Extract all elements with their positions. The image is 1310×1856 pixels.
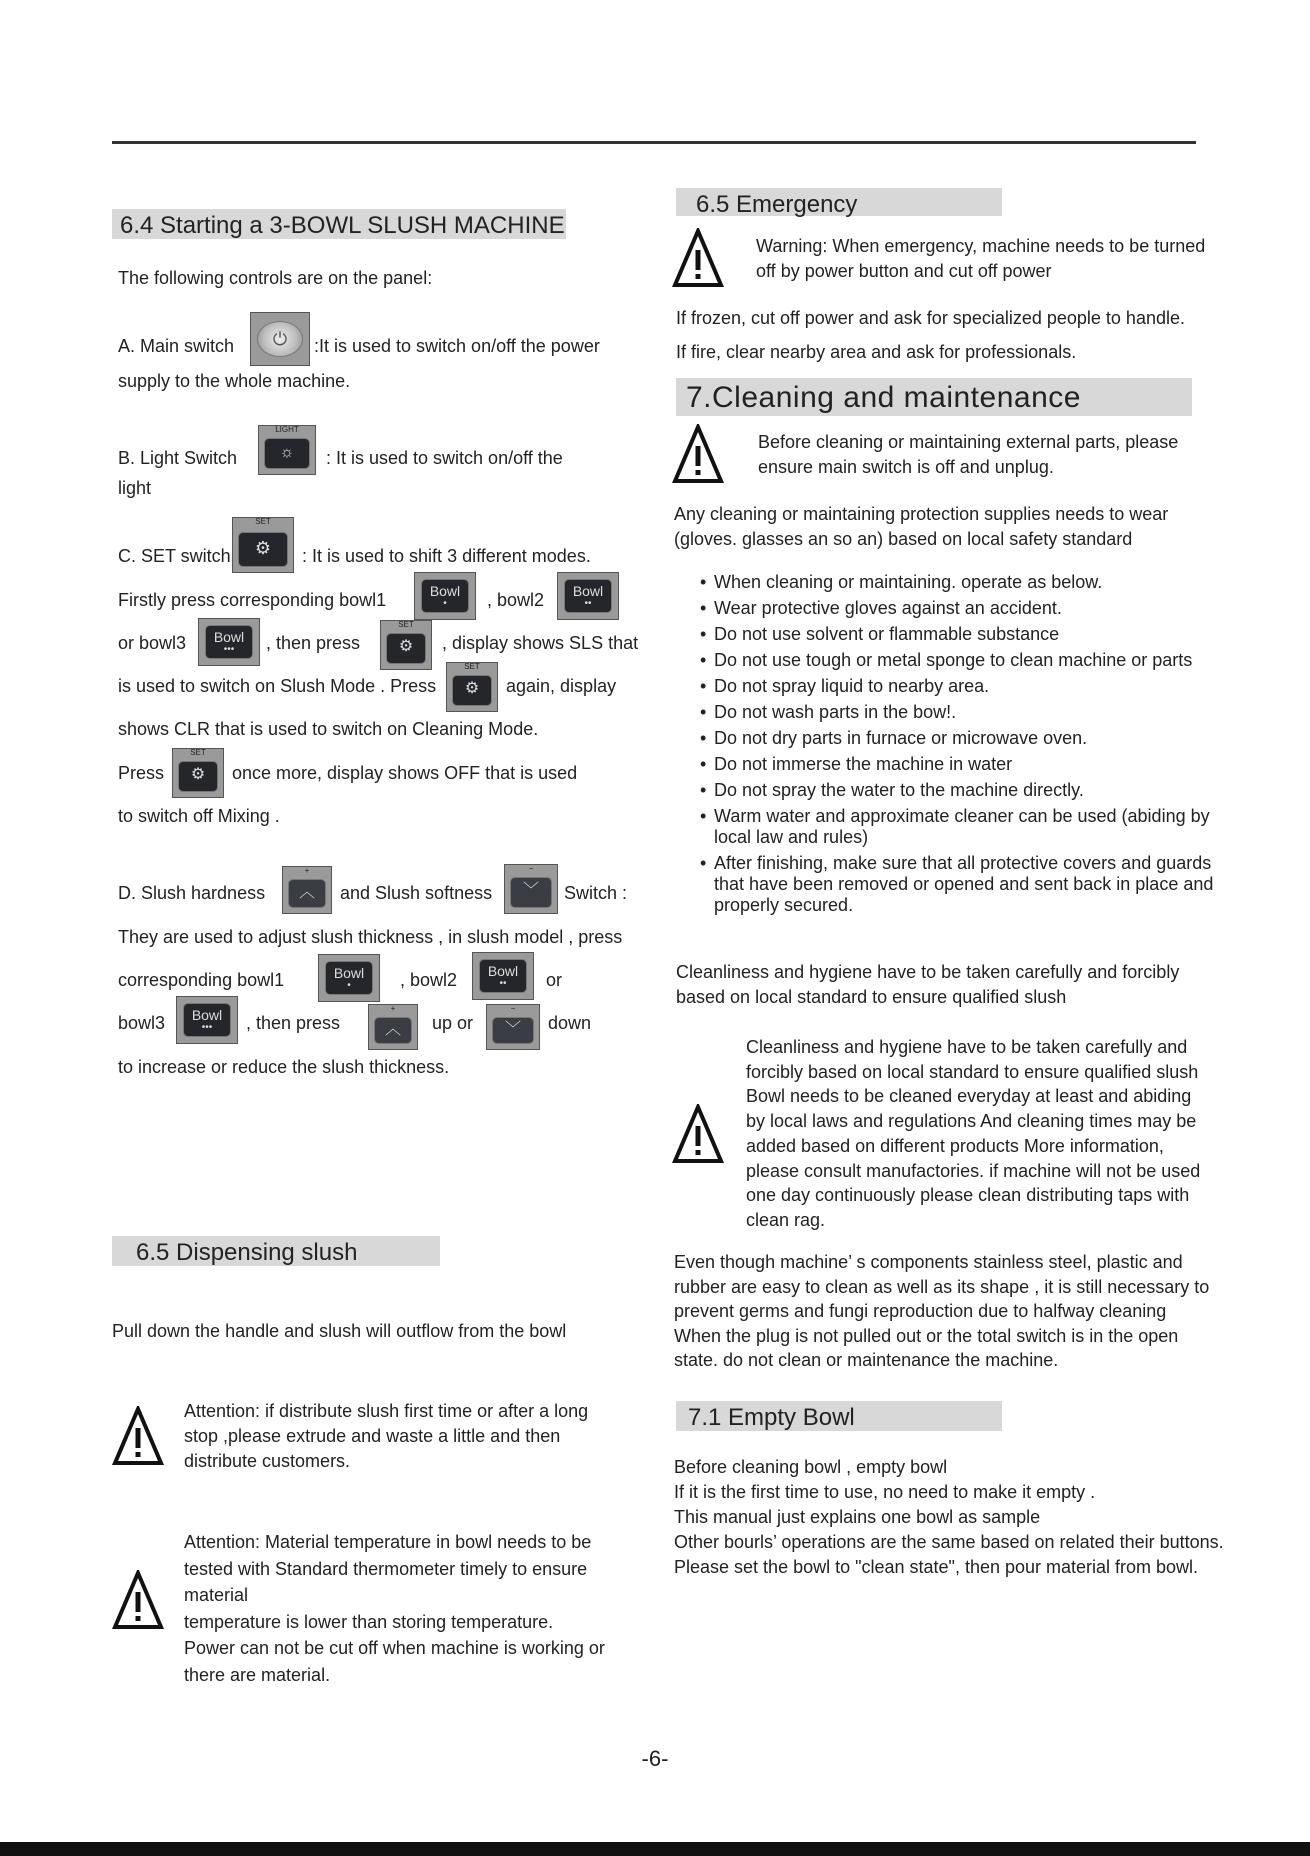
attention-1-line: stop ,please extrude and waste a little and then bbox=[184, 1426, 561, 1446]
main-switch-desc-2: supply to the whole machine. bbox=[118, 371, 351, 391]
cleanliness-line: Cleanliness and hygiene have to be taken carefully and forcibly bbox=[676, 962, 1180, 982]
d-line-3a: corresponding bowl1 bbox=[118, 970, 285, 990]
attention-1-line: Attention: if distribute slush first time or after a long bbox=[184, 1401, 589, 1421]
bowl3-button: Bowl ••• bbox=[198, 618, 260, 666]
protection-line: (gloves. glasses an so an) based on local safety standard bbox=[674, 529, 1133, 549]
attention-2-line: Power can not be cut off when machine is working or bbox=[184, 1638, 605, 1658]
list-item: • Do not immerse the machine in water bbox=[698, 754, 1238, 775]
frozen-text: If frozen, cut off power and ask for specialized people to handle. bbox=[676, 308, 1185, 328]
d-line-2: They are used to adjust slush thickness , in slush model , press bbox=[118, 927, 623, 947]
c-line-5b: again, display bbox=[506, 676, 617, 696]
main-switch-desc: :It is used to switch on/off the power bbox=[314, 336, 600, 356]
cleaning-warning bbox=[758, 430, 1178, 480]
hygiene-warning-line: clean rag. bbox=[746, 1209, 826, 1230]
list-item: • Do not spray liquid to nearby area. bbox=[698, 676, 1238, 697]
fire-text: If fire, clear nearby area and ask for professionals. bbox=[676, 342, 1077, 362]
up-chevron-icon: ︿ bbox=[374, 1017, 412, 1044]
c-line-7b: once more, display shows OFF that is used bbox=[232, 763, 578, 783]
up-button bbox=[368, 1004, 418, 1050]
cleaning-warning-line: ensure main switch is off and unplug. bbox=[758, 457, 1054, 477]
hygiene-warning-line: Cleanliness and hygiene have to be taken carefully and bbox=[746, 1037, 1188, 1057]
empty-bowl-line: Other bourls’ operations are the same based on related their buttons. bbox=[674, 1532, 1224, 1552]
set-tag: SET bbox=[398, 620, 414, 629]
hygiene-warning-line: forcibly based on local standard to ensure qualified slush bbox=[746, 1061, 1199, 1082]
attention-2-line: material bbox=[184, 1585, 249, 1605]
down-chevron-icon: ﹀ bbox=[510, 877, 552, 908]
bowl2-button: Bowl •• bbox=[472, 952, 534, 1000]
emergency-warning bbox=[756, 234, 1205, 284]
bowl-label: Bowl bbox=[429, 583, 461, 599]
c-line-4c: , display shows SLS that bbox=[442, 633, 639, 653]
intro-text: The following controls are on the panel: bbox=[118, 268, 433, 288]
c-line-4a: or bowl3 bbox=[118, 633, 187, 653]
bowl1-button: Bowl • bbox=[414, 572, 476, 620]
hygiene-warning-line: by local laws and regulations And cleaning times may be bbox=[746, 1111, 1197, 1132]
even-though-line: Even though machine’ s components stainless steel, plastic and bbox=[674, 1252, 1183, 1272]
hygiene-warning-line: added based on different products More information, bbox=[746, 1135, 1164, 1156]
plus-tag: + bbox=[390, 1004, 396, 1013]
power-icon: ⏻ bbox=[257, 321, 303, 357]
set-button-small bbox=[172, 748, 224, 798]
set-switch-label: C. SET switch bbox=[118, 546, 231, 566]
bowl1-button: Bowl • bbox=[318, 954, 380, 1002]
warning-icon bbox=[672, 228, 724, 288]
warning-icon bbox=[672, 424, 724, 484]
bottom-bar bbox=[0, 1842, 1310, 1856]
light-switch-button bbox=[258, 425, 316, 475]
d-line-4d: down bbox=[548, 1013, 592, 1033]
bowl-label: Bowl bbox=[333, 965, 365, 981]
d-line-4a: bowl3 bbox=[118, 1013, 166, 1033]
list-item: • Do not spray the water to the machine directly. bbox=[698, 780, 1238, 801]
even-though-line: When the plug is not pulled out or the total switch is in the open bbox=[674, 1325, 1179, 1346]
attention-2 bbox=[184, 1529, 644, 1688]
bulb-icon: ☼ bbox=[264, 438, 310, 469]
light-tag: LIGHT bbox=[275, 425, 299, 434]
light-switch-label: B. Light Switch bbox=[118, 448, 238, 468]
even-though-line: prevent germs and fungi reproduction due to halfway cleaning bbox=[674, 1301, 1167, 1321]
page-number: -6- bbox=[641, 1746, 669, 1771]
protection-text bbox=[674, 502, 1168, 552]
even-though-line: state. do not clean or maintenance the machine. bbox=[674, 1350, 1059, 1370]
hygiene-warning-line: Bowl needs to be cleaned everyday at least and abiding bbox=[746, 1086, 1192, 1107]
attention-2-line: Attention: Material temperature in bowl needs to be bbox=[184, 1532, 592, 1552]
d-line-3b: , bowl2 bbox=[400, 970, 458, 990]
gear-icon: ⚙ bbox=[238, 532, 288, 567]
section-title-6-5-dispensing: 6.5 Dispensing slush bbox=[112, 1236, 440, 1266]
down-chevron-icon: ﹀ bbox=[492, 1017, 534, 1044]
light-switch-desc-2: light bbox=[118, 478, 152, 498]
plus-tag: + bbox=[304, 866, 310, 875]
section-title-6-5-emergency: 6.5 Emergency bbox=[676, 188, 1002, 216]
list-item: • Wear protective gloves against an accident. bbox=[698, 598, 1238, 619]
set-switch-button bbox=[232, 517, 294, 573]
bowl-label: Bowl bbox=[191, 1007, 223, 1023]
attention-2-line: tested with Standard thermometer timely to ensure bbox=[184, 1558, 588, 1579]
attention-2-line: there are material. bbox=[184, 1664, 331, 1685]
list-item: • Do not use solvent or flammable substance bbox=[698, 624, 1238, 645]
gear-icon: ⚙ bbox=[386, 633, 426, 664]
d-line-4c: up or bbox=[432, 1013, 474, 1033]
d-line-3c: or bbox=[546, 970, 563, 990]
warning-icon bbox=[112, 1570, 164, 1630]
set-button-small bbox=[446, 662, 498, 712]
hygiene-warning-line: please consult manufactories. if machine will not be used bbox=[746, 1160, 1201, 1181]
bowl3-button: Bowl ••• bbox=[176, 996, 238, 1044]
hardness-up-button bbox=[282, 866, 332, 914]
section-title-7: 7.Cleaning and maintenance bbox=[676, 378, 1192, 416]
d-line-4b: , then press bbox=[246, 1013, 341, 1033]
set-tag: SET bbox=[464, 662, 480, 671]
hygiene-warning-line: one day continuously please clean distributing taps with bbox=[746, 1185, 1190, 1206]
emergency-warning-line: Warning: When emergency, machine needs to be turned bbox=[756, 236, 1206, 256]
slush-softness-label: and Slush softness bbox=[340, 883, 493, 903]
c-line-3a: Firstly press corresponding bowl1 bbox=[118, 590, 387, 610]
list-item: • Do not use tough or metal sponge to clean machine or parts bbox=[698, 650, 1238, 671]
empty-bowl-line: This manual just explains one bowl as sample bbox=[674, 1507, 1041, 1527]
down-button bbox=[486, 1004, 540, 1050]
light-switch-desc: : It is used to switch on/off the bbox=[326, 448, 563, 468]
list-item: • Do not dry parts in furnace or microwave oven. bbox=[698, 728, 1238, 749]
set-switch-desc: : It is used to shift 3 different modes. bbox=[302, 546, 591, 566]
bowl-label: Bowl bbox=[572, 583, 604, 599]
list-item: • Warm water and approximate cleaner can be used (abiding by local law and rules) bbox=[698, 806, 1238, 848]
attention-1 bbox=[184, 1399, 644, 1474]
bowl-label: Bowl bbox=[213, 629, 245, 645]
c-line-8: to switch off Mixing . bbox=[118, 806, 280, 826]
main-switch-label: A. Main switch bbox=[118, 336, 235, 356]
minus-tag: − bbox=[528, 864, 534, 873]
bowl-label: Bowl bbox=[487, 963, 519, 979]
warning-icon bbox=[672, 1104, 724, 1164]
minus-tag: − bbox=[510, 1004, 516, 1013]
warning-icon bbox=[112, 1406, 164, 1466]
section-title-7-1: 7.1 Empty Bowl bbox=[676, 1401, 1002, 1431]
bowl2-button: Bowl •• bbox=[557, 572, 619, 620]
up-chevron-icon: ︿ bbox=[288, 879, 326, 908]
set-button-small bbox=[380, 620, 432, 670]
cleanliness-text bbox=[676, 960, 1179, 1010]
list-item: • Do not wash parts in the bow!. bbox=[698, 702, 1238, 723]
slush-hardness-label: D. Slush hardness bbox=[118, 883, 266, 903]
cleanliness-line: based on local standard to ensure qualified slush bbox=[676, 987, 1067, 1007]
hygiene-warning bbox=[746, 1035, 1200, 1233]
section-title-6-4: 6.4 Starting a 3-BOWL SLUSH MACHINE bbox=[112, 209, 566, 239]
c-line-7a: Press bbox=[118, 763, 165, 783]
c-line-3b: , bowl2 bbox=[487, 590, 545, 610]
set-tag: SET bbox=[255, 517, 271, 526]
d-line-5: to increase or reduce the slush thickness. bbox=[118, 1057, 450, 1077]
list-item: • When cleaning or maintaining. operate as below. bbox=[698, 572, 1238, 593]
set-tag: SET bbox=[190, 748, 206, 757]
empty-bowl-line: Before cleaning bowl , empty bowl bbox=[674, 1457, 948, 1477]
c-line-6: shows CLR that is used to switch on Cleaning Mode. bbox=[118, 719, 539, 739]
even-though-line: rubber are easy to clean as well as its shape , it is still necessary to bbox=[674, 1276, 1210, 1297]
pull-text: Pull down the handle and slush will outflow from the bowl bbox=[112, 1321, 567, 1341]
attention-2-line: temperature is lower than storing temperature. bbox=[184, 1611, 554, 1632]
protection-line: Any cleaning or maintaining protection supplies needs to wear bbox=[674, 504, 1169, 524]
attention-1-line: distribute customers. bbox=[184, 1451, 351, 1471]
c-line-4b: , then press bbox=[266, 633, 361, 653]
cleaning-warning-line: Before cleaning or maintaining external parts, please bbox=[758, 432, 1179, 452]
emergency-warning-line: off by power button and cut off power bbox=[756, 261, 1052, 281]
top-rule bbox=[112, 141, 1196, 144]
even-though-text bbox=[674, 1250, 1209, 1373]
main-switch-button bbox=[250, 312, 310, 366]
empty-bowl-line: If it is the first time to use, no need to make it empty . bbox=[674, 1482, 1096, 1502]
c-line-5a: is used to switch on Slush Mode . Press bbox=[118, 676, 437, 696]
empty-bowl-line: Please set the bowl to "clean state", then pour material from bowl. bbox=[674, 1557, 1199, 1577]
gear-icon: ⚙ bbox=[452, 675, 492, 706]
softness-down-button bbox=[504, 864, 558, 914]
empty-bowl-text bbox=[674, 1455, 1224, 1580]
gear-icon: ⚙ bbox=[178, 761, 218, 792]
cleaning-rules-list bbox=[698, 572, 1238, 921]
list-item: • After finishing, make sure that all protective covers and guards that have been removed or opened and sent back in place and properly secured. bbox=[698, 853, 1238, 916]
switch-label: Switch : bbox=[564, 883, 628, 903]
